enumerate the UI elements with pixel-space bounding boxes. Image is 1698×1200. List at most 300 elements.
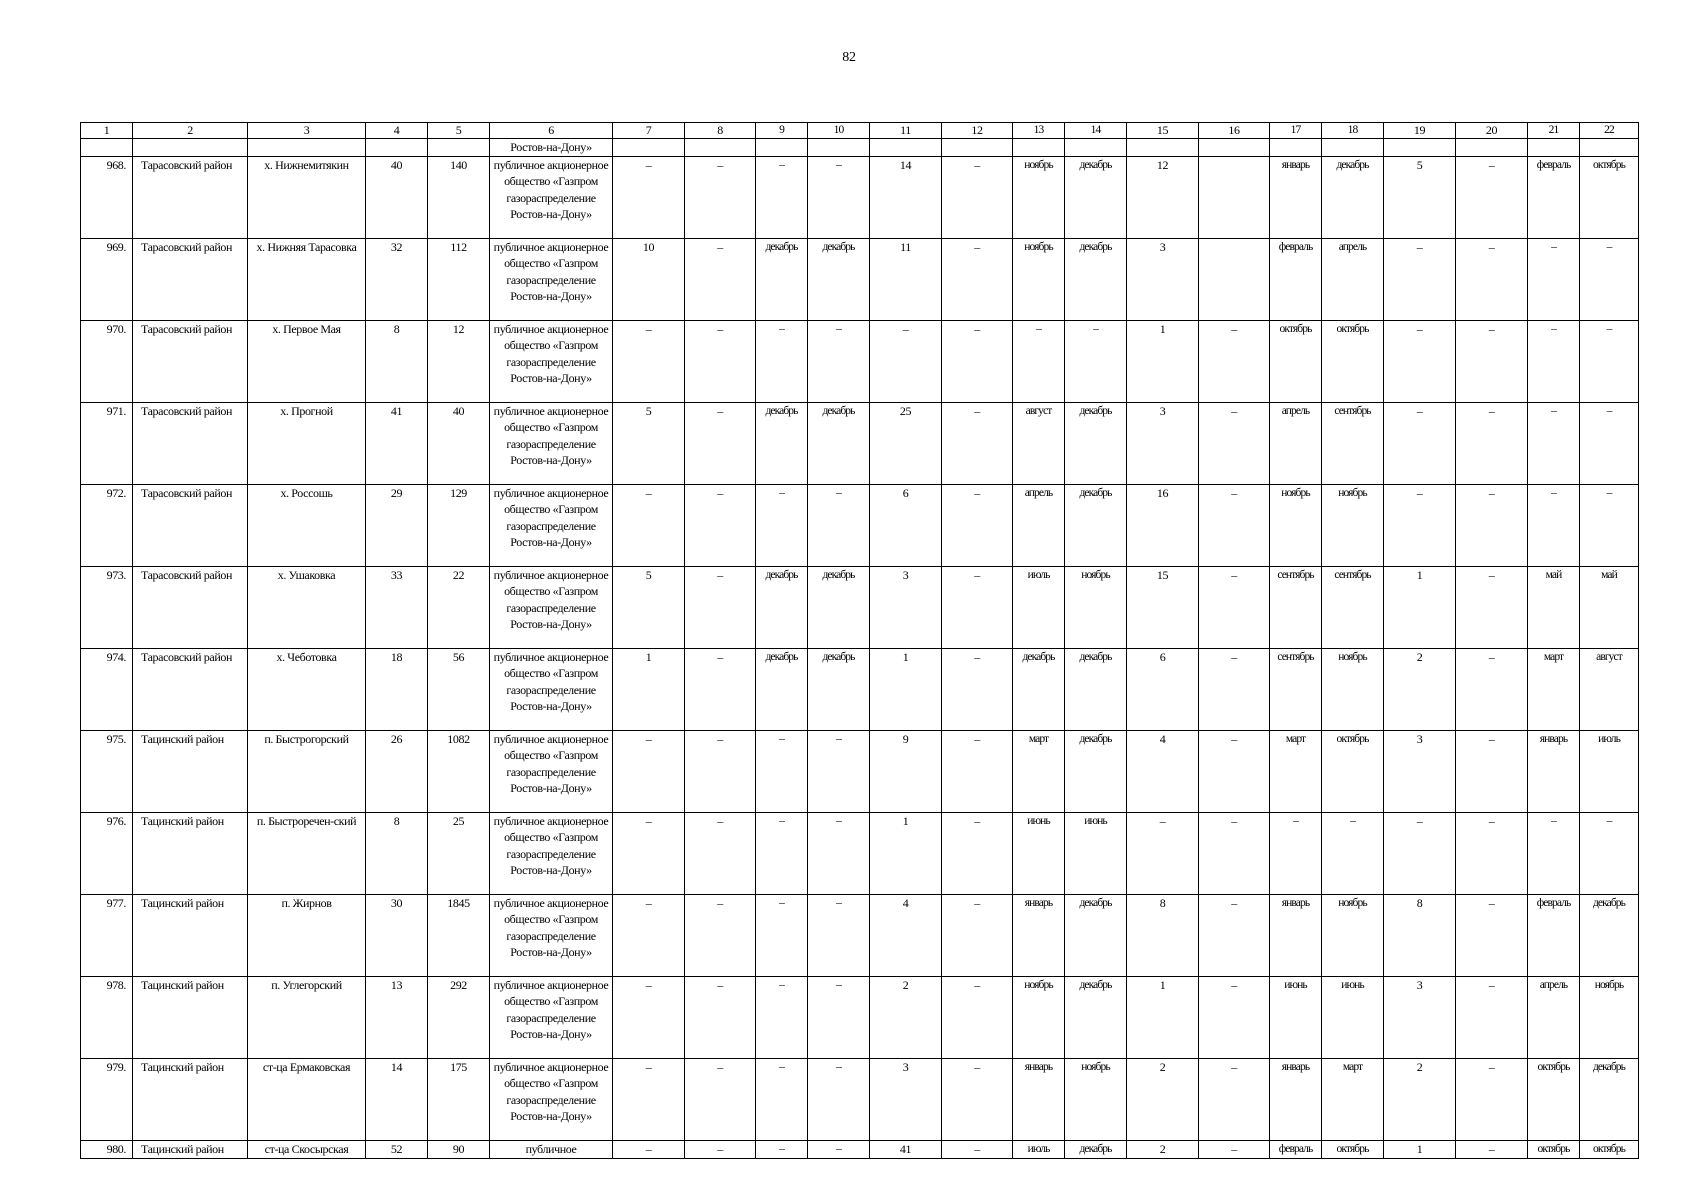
cell-col-17: февраль	[1270, 1141, 1322, 1159]
cell-col-5: 90	[428, 1141, 490, 1159]
cell-col-18: март	[1322, 1059, 1384, 1141]
cell-col-11: 9	[870, 731, 942, 813]
cell-col-1: 971.	[81, 403, 133, 485]
cell-col-7: –	[613, 813, 685, 895]
cell-col-12: –	[942, 239, 1013, 321]
cell-col-4: 40	[366, 157, 428, 239]
cell-col-6: публичное акционерное общество «Газпром газораспределение Ростов-на-Дону»	[490, 239, 613, 321]
cell-col-15: 3	[1127, 403, 1199, 485]
cell-col-16: –	[1199, 813, 1270, 895]
cell-col-14: 14	[1065, 123, 1127, 139]
cell-col-13: август	[1013, 403, 1065, 485]
cell-col-13: январь	[1013, 895, 1065, 977]
cell-col-13: январь	[1013, 1059, 1065, 1141]
cell-col-4	[366, 139, 428, 157]
cell-col-17: сентябрь	[1270, 567, 1322, 649]
cell-col-7: –	[613, 485, 685, 567]
cell-col-4: 29	[366, 485, 428, 567]
cell-col-17: апрель	[1270, 403, 1322, 485]
cell-col-13: июнь	[1013, 813, 1065, 895]
cell-col-9: декабрь	[756, 403, 808, 485]
cell-col-18: ноябрь	[1322, 485, 1384, 567]
cell-col-12: –	[942, 895, 1013, 977]
cell-col-19: –	[1384, 239, 1456, 321]
cell-col-19: 1	[1384, 1141, 1456, 1159]
cell-col-7: 10	[613, 239, 685, 321]
cell-col-16: –	[1199, 567, 1270, 649]
cell-col-11: 4	[870, 895, 942, 977]
cell-col-17: октябрь	[1270, 321, 1322, 403]
cell-col-16: –	[1199, 1059, 1270, 1141]
cell-col-21: –	[1528, 239, 1580, 321]
cell-col-22: 22	[1580, 123, 1639, 139]
cell-col-9: декабрь	[756, 567, 808, 649]
cell-col-21: март	[1528, 649, 1580, 731]
cell-col-7: 7	[613, 123, 685, 139]
cell-col-6: публичное акционерное общество «Газпром газораспределение Ростов-на-Дону»	[490, 321, 613, 403]
cell-col-2: Тарасовский район	[133, 321, 248, 403]
table-row	[81, 731, 1639, 813]
cell-col-22: –	[1580, 485, 1639, 567]
cell-col-6: Ростов-на-Дону»	[490, 139, 613, 157]
cell-col-9: –	[756, 731, 808, 813]
cell-col-8: –	[685, 567, 756, 649]
table-row-partial	[81, 1141, 1639, 1159]
cell-col-3	[248, 139, 366, 157]
cell-col-12: –	[942, 813, 1013, 895]
cell-col-9: декабрь	[756, 239, 808, 321]
cell-col-13: март	[1013, 731, 1065, 813]
cell-col-10: –	[808, 731, 870, 813]
cell-col-1: 1	[81, 123, 133, 139]
cell-col-14: декабрь	[1065, 977, 1127, 1059]
cell-col-2: Тацинский район	[133, 1059, 248, 1141]
cell-col-13: июль	[1013, 1141, 1065, 1159]
cell-col-3: х. Нижнемитякин	[248, 157, 366, 239]
cell-col-6: 6	[490, 123, 613, 139]
table-row	[81, 157, 1639, 239]
cell-col-5: 1845	[428, 895, 490, 977]
cell-col-18: октябрь	[1322, 321, 1384, 403]
cell-col-22: декабрь	[1580, 895, 1639, 977]
cell-col-10: декабрь	[808, 567, 870, 649]
cell-col-3: п. Углегорский	[248, 977, 366, 1059]
cell-col-11: 11	[870, 239, 942, 321]
cell-col-17: ноябрь	[1270, 485, 1322, 567]
cell-col-11	[870, 139, 942, 157]
cell-col-17: март	[1270, 731, 1322, 813]
cell-col-13: ноябрь	[1013, 239, 1065, 321]
cell-col-4: 8	[366, 813, 428, 895]
cell-col-21: –	[1528, 321, 1580, 403]
cell-col-22: –	[1580, 239, 1639, 321]
cell-col-4: 13	[366, 977, 428, 1059]
cell-col-7: –	[613, 321, 685, 403]
cell-col-8: –	[685, 485, 756, 567]
cell-col-3: 3	[248, 123, 366, 139]
cell-col-19: 5	[1384, 157, 1456, 239]
table-row	[81, 567, 1639, 649]
cell-col-1: 969.	[81, 239, 133, 321]
cell-col-21	[1528, 139, 1580, 157]
cell-col-6: публичное акционерное общество «Газпром газораспределение Ростов-на-Дону»	[490, 977, 613, 1059]
cell-col-6: публичное акционерное общество «Газпром газораспределение Ростов-на-Дону»	[490, 731, 613, 813]
data-table	[80, 122, 1639, 1159]
cell-col-14: декабрь	[1065, 649, 1127, 731]
cell-col-5: 12	[428, 321, 490, 403]
cell-col-7: –	[613, 977, 685, 1059]
cell-col-15: 15	[1127, 123, 1199, 139]
cell-col-15: 2	[1127, 1059, 1199, 1141]
cell-col-10: декабрь	[808, 403, 870, 485]
cell-col-19: 1	[1384, 567, 1456, 649]
cell-col-1: 978.	[81, 977, 133, 1059]
cell-col-14	[1065, 139, 1127, 157]
cell-col-1: 972.	[81, 485, 133, 567]
cell-col-20	[1456, 139, 1528, 157]
cell-col-17: январь	[1270, 157, 1322, 239]
cell-col-5: 5	[428, 123, 490, 139]
cell-col-3: п. Быстрогорский	[248, 731, 366, 813]
cell-col-9: –	[756, 977, 808, 1059]
cell-col-16	[1199, 139, 1270, 157]
cell-col-2: Тацинский район	[133, 895, 248, 977]
cell-col-3: х. Чеботовка	[248, 649, 366, 731]
cell-col-11: 3	[870, 567, 942, 649]
cell-col-18: октябрь	[1322, 731, 1384, 813]
cell-col-12: –	[942, 157, 1013, 239]
cell-col-21: февраль	[1528, 895, 1580, 977]
cell-col-12: –	[942, 977, 1013, 1059]
table-row	[81, 895, 1639, 977]
cell-col-17: июнь	[1270, 977, 1322, 1059]
cell-col-21: февраль	[1528, 157, 1580, 239]
cell-col-11: 14	[870, 157, 942, 239]
cell-col-9: 9	[756, 123, 808, 139]
cell-col-7: –	[613, 1059, 685, 1141]
cell-col-15: 1	[1127, 321, 1199, 403]
cell-col-18: апрель	[1322, 239, 1384, 321]
cell-col-1: 976.	[81, 813, 133, 895]
table-row	[81, 485, 1639, 567]
cell-col-3: ст-ца Ермаковская	[248, 1059, 366, 1141]
cell-col-19: –	[1384, 321, 1456, 403]
cell-col-19	[1384, 139, 1456, 157]
cell-col-19: –	[1384, 813, 1456, 895]
cell-col-6: публичное акционерное общество «Газпром газораспределение Ростов-на-Дону»	[490, 1059, 613, 1141]
cell-col-8: –	[685, 813, 756, 895]
cell-col-5: 112	[428, 239, 490, 321]
cell-col-10: декабрь	[808, 239, 870, 321]
cell-col-8: –	[685, 649, 756, 731]
cell-col-20: –	[1456, 649, 1528, 731]
cell-col-18: ноябрь	[1322, 649, 1384, 731]
cell-col-10: –	[808, 321, 870, 403]
cell-col-21: апрель	[1528, 977, 1580, 1059]
cell-col-10: –	[808, 1141, 870, 1159]
cell-col-3: п. Быстроречен-ский	[248, 813, 366, 895]
continuation-row	[81, 139, 1639, 157]
cell-col-11: 6	[870, 485, 942, 567]
cell-col-13	[1013, 139, 1065, 157]
cell-col-14: декабрь	[1065, 895, 1127, 977]
cell-col-10: –	[808, 813, 870, 895]
cell-col-3: х. Нижняя Тарасовка	[248, 239, 366, 321]
cell-col-14: декабрь	[1065, 731, 1127, 813]
cell-col-10: –	[808, 895, 870, 977]
cell-col-20: –	[1456, 895, 1528, 977]
cell-col-17	[1270, 139, 1322, 157]
cell-col-9: –	[756, 485, 808, 567]
cell-col-14: декабрь	[1065, 403, 1127, 485]
cell-col-4: 18	[366, 649, 428, 731]
cell-col-16: –	[1199, 649, 1270, 731]
cell-col-6: публичное акционерное общество «Газпром газораспределение Ростов-на-Дону»	[490, 485, 613, 567]
cell-col-13: ноябрь	[1013, 977, 1065, 1059]
cell-col-4: 8	[366, 321, 428, 403]
cell-col-12: –	[942, 731, 1013, 813]
cell-col-8: –	[685, 1141, 756, 1159]
cell-col-14: декабрь	[1065, 157, 1127, 239]
cell-col-8: –	[685, 403, 756, 485]
cell-col-8: –	[685, 1059, 756, 1141]
cell-col-11: 1	[870, 813, 942, 895]
cell-col-5: 175	[428, 1059, 490, 1141]
cell-col-10: –	[808, 977, 870, 1059]
cell-col-10	[808, 139, 870, 157]
cell-col-2: Тацинский район	[133, 813, 248, 895]
cell-col-13: –	[1013, 321, 1065, 403]
cell-col-2: Тарасовский район	[133, 157, 248, 239]
cell-col-11: –	[870, 321, 942, 403]
cell-col-1: 968.	[81, 157, 133, 239]
cell-col-15	[1127, 139, 1199, 157]
cell-col-13: декабрь	[1013, 649, 1065, 731]
cell-col-15: 16	[1127, 485, 1199, 567]
cell-col-3: х. Прогной	[248, 403, 366, 485]
cell-col-1: 974.	[81, 649, 133, 731]
cell-col-19: –	[1384, 403, 1456, 485]
cell-col-20: –	[1456, 321, 1528, 403]
cell-col-6: публичное акционерное общество «Газпром газораспределение Ростов-на-Дону»	[490, 157, 613, 239]
cell-col-2: Тарасовский район	[133, 649, 248, 731]
cell-col-13: 13	[1013, 123, 1065, 139]
cell-col-5: 129	[428, 485, 490, 567]
cell-col-21: октябрь	[1528, 1141, 1580, 1159]
cell-col-21: октябрь	[1528, 1059, 1580, 1141]
cell-col-19: 8	[1384, 895, 1456, 977]
cell-col-18: декабрь	[1322, 157, 1384, 239]
cell-col-6: публичное акционерное общество «Газпром газораспределение Ростов-на-Дону»	[490, 813, 613, 895]
cell-col-5: 1082	[428, 731, 490, 813]
table-row	[81, 239, 1639, 321]
cell-col-3: п. Жирнов	[248, 895, 366, 977]
cell-col-16: –	[1199, 977, 1270, 1059]
cell-col-11: 41	[870, 1141, 942, 1159]
cell-col-15: 4	[1127, 731, 1199, 813]
cell-col-11: 1	[870, 649, 942, 731]
cell-col-21: январь	[1528, 731, 1580, 813]
cell-col-9: –	[756, 895, 808, 977]
cell-col-20: –	[1456, 1059, 1528, 1141]
cell-col-5: 140	[428, 157, 490, 239]
cell-col-3: х. Первое Мая	[248, 321, 366, 403]
cell-col-20: 20	[1456, 123, 1528, 139]
cell-col-20: –	[1456, 1141, 1528, 1159]
cell-col-2: Тарасовский район	[133, 403, 248, 485]
cell-col-4: 33	[366, 567, 428, 649]
cell-col-5: 40	[428, 403, 490, 485]
cell-col-9	[756, 139, 808, 157]
cell-col-18: сентябрь	[1322, 403, 1384, 485]
cell-col-8	[685, 139, 756, 157]
cell-col-4: 26	[366, 731, 428, 813]
cell-col-5: 292	[428, 977, 490, 1059]
cell-col-12: –	[942, 1141, 1013, 1159]
cell-col-7	[613, 139, 685, 157]
cell-col-14: декабрь	[1065, 485, 1127, 567]
cell-col-12: –	[942, 403, 1013, 485]
cell-col-12: –	[942, 567, 1013, 649]
cell-col-8: –	[685, 239, 756, 321]
cell-col-1: 975.	[81, 731, 133, 813]
cell-col-21: –	[1528, 485, 1580, 567]
cell-col-8: –	[685, 731, 756, 813]
cell-col-18: октябрь	[1322, 1141, 1384, 1159]
cell-col-7: 5	[613, 567, 685, 649]
cell-col-19: 2	[1384, 1059, 1456, 1141]
cell-col-6: публичное акционерное общество «Газпром газораспределение Ростов-на-Дону»	[490, 567, 613, 649]
cell-col-9: –	[756, 321, 808, 403]
cell-col-15: –	[1127, 813, 1199, 895]
cell-col-8: –	[685, 977, 756, 1059]
cell-col-1: 980.	[81, 1141, 133, 1159]
cell-col-13: ноябрь	[1013, 157, 1065, 239]
cell-col-14: июнь	[1065, 813, 1127, 895]
cell-col-3: х. Россошь	[248, 485, 366, 567]
cell-col-5: 22	[428, 567, 490, 649]
cell-col-7: –	[613, 157, 685, 239]
cell-col-10: –	[808, 485, 870, 567]
cell-col-3: х. Ушаковка	[248, 567, 366, 649]
cell-col-22: май	[1580, 567, 1639, 649]
cell-col-10: –	[808, 157, 870, 239]
cell-col-18: ноябрь	[1322, 895, 1384, 977]
cell-col-1: 979.	[81, 1059, 133, 1141]
cell-col-14: ноябрь	[1065, 1059, 1127, 1141]
cell-col-20: –	[1456, 485, 1528, 567]
cell-col-22: октябрь	[1580, 157, 1639, 239]
cell-col-19: 19	[1384, 123, 1456, 139]
cell-col-12: –	[942, 1059, 1013, 1141]
cell-col-13: апрель	[1013, 485, 1065, 567]
cell-col-16: –	[1199, 403, 1270, 485]
cell-col-16: –	[1199, 731, 1270, 813]
cell-col-17: январь	[1270, 895, 1322, 977]
cell-col-20: –	[1456, 157, 1528, 239]
cell-col-17: февраль	[1270, 239, 1322, 321]
cell-col-14: ноябрь	[1065, 567, 1127, 649]
cell-col-8: –	[685, 157, 756, 239]
cell-col-22: –	[1580, 813, 1639, 895]
cell-col-9: декабрь	[756, 649, 808, 731]
cell-col-1: 977.	[81, 895, 133, 977]
cell-col-2: Тацинский район	[133, 977, 248, 1059]
cell-col-16: –	[1199, 895, 1270, 977]
cell-col-15: 15	[1127, 567, 1199, 649]
cell-col-5	[428, 139, 490, 157]
cell-col-4: 14	[366, 1059, 428, 1141]
cell-col-6: публичное акционерное общество «Газпром газораспределение Ростов-на-Дону»	[490, 649, 613, 731]
cell-col-2: Тацинский район	[133, 731, 248, 813]
cell-col-19: –	[1384, 485, 1456, 567]
cell-col-6: публичное	[490, 1141, 613, 1159]
cell-col-16: –	[1199, 485, 1270, 567]
cell-col-10: декабрь	[808, 649, 870, 731]
cell-col-19: 3	[1384, 977, 1456, 1059]
table-row	[81, 649, 1639, 731]
cell-col-22: ноябрь	[1580, 977, 1639, 1059]
cell-col-2: Тацинский район	[133, 1141, 248, 1159]
cell-col-16	[1199, 239, 1270, 321]
cell-col-22: август	[1580, 649, 1639, 731]
cell-col-8: –	[685, 321, 756, 403]
cell-col-9: –	[756, 813, 808, 895]
cell-col-22: декабрь	[1580, 1059, 1639, 1141]
cell-col-15: 8	[1127, 895, 1199, 977]
cell-col-11: 25	[870, 403, 942, 485]
cell-col-17: 17	[1270, 123, 1322, 139]
cell-col-5: 56	[428, 649, 490, 731]
cell-col-16: –	[1199, 1141, 1270, 1159]
cell-col-16	[1199, 157, 1270, 239]
cell-col-20: –	[1456, 731, 1528, 813]
cell-col-1	[81, 139, 133, 157]
cell-col-21: май	[1528, 567, 1580, 649]
cell-col-22: октябрь	[1580, 1141, 1639, 1159]
cell-col-20: –	[1456, 567, 1528, 649]
cell-col-18: 18	[1322, 123, 1384, 139]
cell-col-17: –	[1270, 813, 1322, 895]
cell-col-4: 32	[366, 239, 428, 321]
cell-col-22: июль	[1580, 731, 1639, 813]
table-row	[81, 403, 1639, 485]
cell-col-12	[942, 139, 1013, 157]
cell-col-7: –	[613, 895, 685, 977]
table-row	[81, 321, 1639, 403]
cell-col-17: сентябрь	[1270, 649, 1322, 731]
cell-col-15: 2	[1127, 1141, 1199, 1159]
cell-col-10: –	[808, 1059, 870, 1141]
cell-col-11: 2	[870, 977, 942, 1059]
cell-col-20: –	[1456, 239, 1528, 321]
cell-col-3: ст-ца Скосырская	[248, 1141, 366, 1159]
cell-col-12: 12	[942, 123, 1013, 139]
cell-col-13: июль	[1013, 567, 1065, 649]
cell-col-18: июнь	[1322, 977, 1384, 1059]
cell-col-2: Тарасовский район	[133, 485, 248, 567]
cell-col-9: –	[756, 157, 808, 239]
cell-col-18: сентябрь	[1322, 567, 1384, 649]
cell-col-18: –	[1322, 813, 1384, 895]
cell-col-17: январь	[1270, 1059, 1322, 1141]
cell-col-4: 4	[366, 123, 428, 139]
cell-col-7: 1	[613, 649, 685, 731]
cell-col-14: –	[1065, 321, 1127, 403]
table-row	[81, 813, 1639, 895]
table-row	[81, 977, 1639, 1059]
cell-col-11: 11	[870, 123, 942, 139]
